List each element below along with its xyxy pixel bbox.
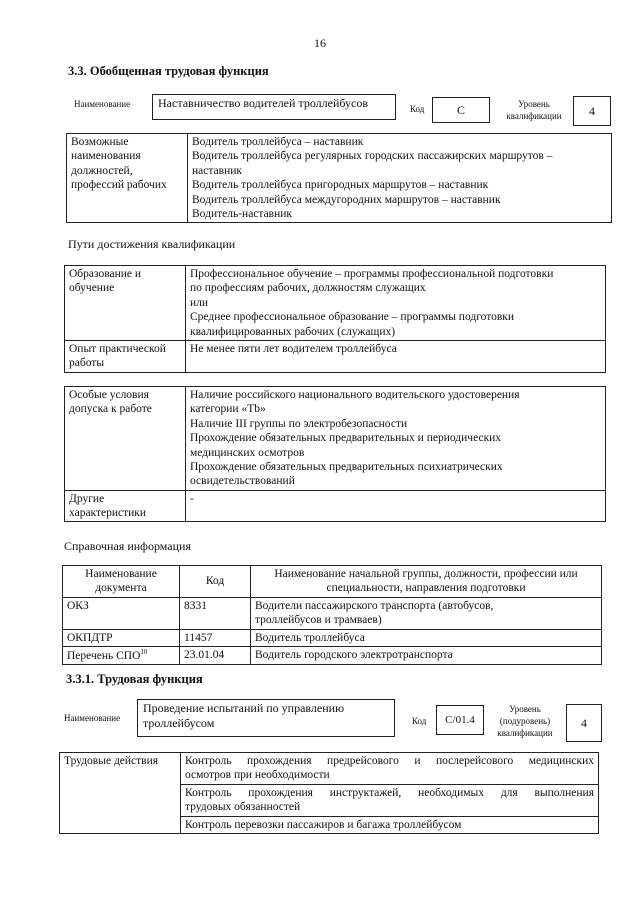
action-line: Контроль перевозки пассажиров и багажа троллейбусом xyxy=(185,818,462,831)
conditions-label-cell xyxy=(65,387,186,491)
condition-line: Прохождение обязательных предварительных и периодических xyxy=(190,432,502,445)
actions-label-cell xyxy=(60,753,181,834)
experience-label-line: Опыт практической xyxy=(69,342,166,355)
sub-code-box xyxy=(436,705,484,735)
sub-function-name-line: Проведение испытаний по управлению xyxy=(143,701,345,715)
qualification-paths-title: Пути достижения квалификации xyxy=(68,237,236,251)
condition-line: Наличие российского национального водительского удостоверения xyxy=(190,389,520,401)
positions-table xyxy=(66,133,612,223)
conditions-label-line: Особые условия xyxy=(69,389,149,401)
education-line: или xyxy=(190,296,209,309)
header-document-line: Наименование xyxy=(85,568,157,580)
ref-code-cell xyxy=(180,597,251,629)
header-name-line: специальности, направления подготовки xyxy=(326,582,526,595)
ref-code: 23.01.04 xyxy=(184,648,225,661)
other-label-line: Другие xyxy=(69,492,105,505)
positions-label-line: наименования xyxy=(71,150,141,163)
ref-code: 11457 xyxy=(184,631,213,644)
sub-function-name-line: троллейбусом xyxy=(143,716,215,730)
level-value: 4 xyxy=(589,104,595,118)
level-box xyxy=(573,96,611,126)
ref-doc: ОКЗ xyxy=(67,599,89,612)
education-table xyxy=(64,265,606,373)
function-name-box xyxy=(152,94,396,120)
level-label-line2: квалификации xyxy=(506,111,562,121)
sub-name-label: Наименование xyxy=(64,713,121,723)
table-row xyxy=(63,629,602,646)
name-label: Наименование xyxy=(74,99,131,109)
position-item: Водитель троллейбуса – наставник xyxy=(192,136,364,148)
education-line: Профессиональное обучение – программы профессиональной подготовки xyxy=(190,268,554,280)
other-value-cell xyxy=(186,490,606,522)
experience-label-line: работы xyxy=(69,357,105,370)
reference-title: Справочная информация xyxy=(64,539,191,553)
positions-label-line: должностей, xyxy=(71,164,133,177)
level-label xyxy=(496,98,572,122)
position-item: Водитель троллейбуса регулярных городских пассажирских маршрутов – xyxy=(192,150,553,163)
positions-label-cell xyxy=(67,134,188,223)
education-label-line: Образование и xyxy=(69,268,142,280)
experience-value-cell xyxy=(186,340,606,372)
sub-function-name-box xyxy=(137,699,395,737)
header-name-line: Наименование начальной группы, должности, профессии или xyxy=(274,568,578,580)
table-row xyxy=(63,646,602,664)
sub-level-label-line: (подуровень) xyxy=(499,716,551,726)
position-item: наставник xyxy=(192,164,242,177)
section-title: 3.3. Обобщенная трудовая функция xyxy=(68,64,269,78)
ref-doc: ОКПДТР xyxy=(67,631,113,644)
position-item: Водитель-наставник xyxy=(192,207,292,220)
experience-value: Не менее пяти лет водителем троллейбуса xyxy=(190,342,397,355)
ref-code-cell xyxy=(180,646,251,664)
conditions-label-line: допуска к работе xyxy=(69,403,152,416)
condition-line: медицинских осмотров xyxy=(190,446,305,459)
table-row xyxy=(63,597,602,629)
ref-name-line: Водитель троллейбуса xyxy=(255,631,365,644)
sub-level-label xyxy=(486,703,564,739)
actions-table xyxy=(59,752,599,834)
ref-name-line: троллейбусов и трамваев) xyxy=(255,614,382,627)
ref-name-cell xyxy=(251,646,602,664)
positions-label-line: Возможные xyxy=(71,136,129,148)
code-value: C xyxy=(456,103,465,117)
other-label-cell xyxy=(65,490,186,522)
ref-name-cell xyxy=(251,597,602,629)
action-line: Контроль прохождения инструктажей, необходимых для выполнения xyxy=(185,786,594,799)
experience-label-cell xyxy=(65,340,186,372)
ref-doc-cell xyxy=(63,646,180,664)
actions-label: Трудовые действия xyxy=(64,755,159,767)
header-name xyxy=(251,566,602,598)
ref-doc-cell xyxy=(63,629,180,646)
code-label: Код xyxy=(410,104,425,114)
ref-doc: Перечень СПО xyxy=(67,649,141,662)
subsection-title: 3.3.1. Трудовая функция xyxy=(66,672,203,686)
sub-code-value: C/01.4 xyxy=(445,714,475,726)
action-line: осмотров при необходимости xyxy=(185,769,330,782)
position-item: Водитель троллейбуса пригородных маршрутов – наставник xyxy=(192,179,489,192)
conditions-value-cell xyxy=(186,387,606,491)
education-label-cell xyxy=(65,266,186,341)
page-number: 16 xyxy=(314,36,326,50)
ref-name-line: Водитель городского электротранспорта xyxy=(255,648,453,661)
condition-line: категории «Tb» xyxy=(190,403,266,416)
education-line: Среднее профессиональное образование – программы подготовки xyxy=(190,311,515,324)
ref-name-cell xyxy=(251,629,602,646)
condition-line: освидетельствований xyxy=(190,475,295,488)
action-line: трудовых обязанностей xyxy=(185,801,301,814)
education-value-cell xyxy=(186,266,606,341)
ref-code-cell xyxy=(180,629,251,646)
action-item xyxy=(181,753,599,785)
sub-level-label-line: квалификации xyxy=(497,728,553,738)
header-document-line: документа xyxy=(95,582,147,595)
sub-code-label: Код xyxy=(412,716,427,726)
ref-doc-cell xyxy=(63,597,180,629)
action-line: Контроль прохождения предрейсового и послерейсового медицинских xyxy=(185,755,594,767)
level-label-line1: Уровень xyxy=(518,99,550,109)
education-label-line: обучение xyxy=(69,282,115,295)
reference-table xyxy=(62,565,602,665)
conditions-table xyxy=(64,386,606,522)
header-code-text: Код xyxy=(205,575,225,588)
code-box xyxy=(432,97,490,123)
education-line: квалифицированных рабочих (служащих) xyxy=(190,325,396,338)
header-code xyxy=(180,566,251,598)
sub-level-value: 4 xyxy=(581,716,587,730)
footnote-ref: 10 xyxy=(140,647,148,656)
action-item xyxy=(181,784,599,816)
condition-line: Прохождение обязательных предварительных психиатрических xyxy=(190,460,503,473)
other-label-line: характеристики xyxy=(69,507,147,519)
condition-line: Наличие III группы по электробезопасности xyxy=(190,417,408,430)
ref-name-line: Водители пассажирского транспорта (автобусов, xyxy=(255,599,494,612)
positions-label-line: профессий рабочих xyxy=(71,179,167,192)
sub-level-label-line: Уровень xyxy=(509,704,541,714)
positions-list-cell xyxy=(188,134,612,223)
header-document xyxy=(63,566,180,598)
sub-level-box xyxy=(566,704,602,742)
other-value: - xyxy=(190,492,194,505)
education-line: по профессиям рабочих, должностям служащих xyxy=(190,282,426,295)
action-item xyxy=(181,816,599,833)
ref-code: 8331 xyxy=(184,599,207,612)
function-name: Наставничество водителей троллейбусов xyxy=(158,96,369,110)
position-item: Водитель троллейбуса междугородних маршрутов – наставник xyxy=(192,193,501,206)
